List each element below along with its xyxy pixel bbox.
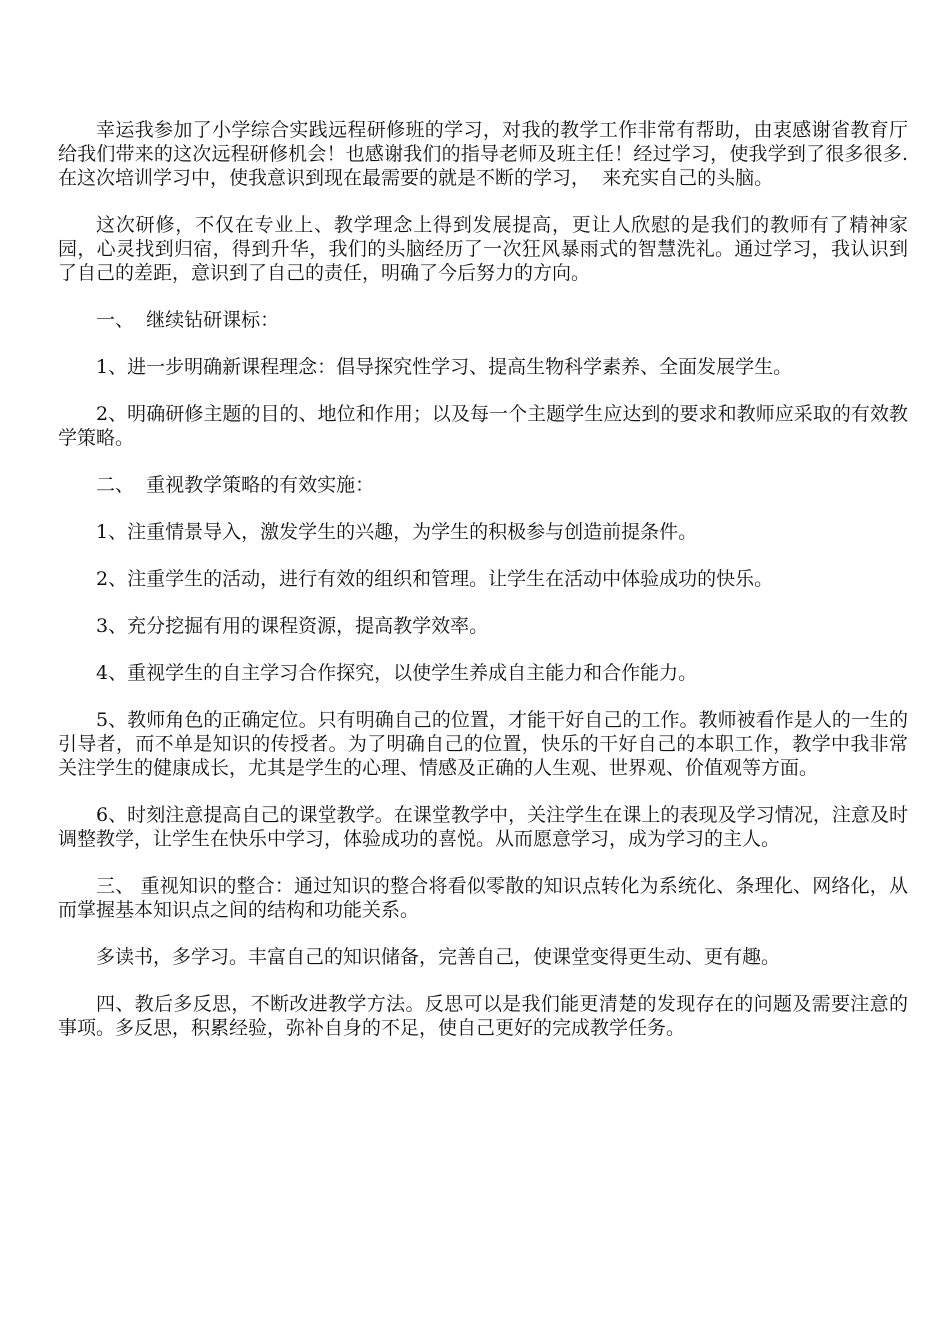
- section-heading-4: 四、教后多反思，不断改进教学方法。反思可以是我们能更清楚的发现存在的问题及需要注意的事项。多反思，积累经验，弥补自身的不足，使自己更好的完成教学任务。: [58, 993, 908, 1039]
- paragraph-reading: 多读书，多学习。丰富自己的知识储备，完善自己，使课堂变得更生动、更有趣。: [96, 946, 781, 968]
- paragraph-intro: 幸运我参加了小学综合实践远程研修班的学习，对我的教学工作非常有帮助，由衷感谢省教育厅给我们带来的这次远程研修机会！也感谢我们的指导老师及班主任！经过学习，使我学到了很多很多.在这次培训学习中，使我意识到现在最需要的就是不断的学习， 来充实自己的头脑。: [58, 119, 908, 189]
- paragraph-reflection: 这次研修，不仅在专业上、教学理念上得到发展提高，更让人欣慰的是我们的教师有了精神家园，心灵找到归宿，得到升华，我们的头脑经历了一次狂风暴雨式的智慧洗礼。通过学习，我认识到了自己的差距，意识到了自己的责任，明确了今后努力的方向。: [58, 214, 908, 284]
- list-item: 1、进一步明确新课程理念：倡导探究性学习、提高生物科学素养、全面发展学生。: [96, 356, 793, 378]
- list-item: 1、注重情景导入，激发学生的兴趣，为学生的积极参与创造前提条件。: [96, 521, 698, 543]
- section-heading-2: 二、 重视教学策略的有效实施：: [96, 474, 375, 496]
- list-item: 3、充分挖掘有用的课程资源，提高教学效率。: [96, 615, 489, 637]
- document-body: [58, 118, 908, 1063]
- list-item: 6、时刻注意提高自己的课堂教学。在课堂教学中，关注学生在课上的表现及学习情况，注意及时调整教学，让学生在快乐中学习，体验成功的喜悦。从而愿意学习，成为学习的主人。: [58, 804, 908, 850]
- section-heading-1: 一、 继续钻研课标：: [96, 309, 280, 331]
- list-item: 2、注重学生的活动，进行有效的组织和管理。让学生在活动中体验成功的快乐。: [96, 568, 774, 590]
- section-heading-3: 三、 重视知识的整合：通过知识的整合将看似零散的知识点转化为系统化、条理化、网络化，从而掌握基本知识点之间的结构和功能关系。: [58, 875, 908, 921]
- list-item: 2、明确研修主题的目的、地位和作用；以及每一个主题学生应达到的要求和教师应采取的有效教学策略。: [58, 403, 908, 449]
- list-item: 4、重视学生的自主学习合作探究，以使学生养成自主能力和合作能力。: [96, 662, 698, 684]
- list-item: 5、教师角色的正确定位。只有明确自己的位置，才能干好自己的工作。教师被看作是人的一生的引导者，而不单是知识的传授者。为了明确自己的位置，快乐的干好自己的本职工作，教学中我非常关注学生的健康成长，尤其是学生的心理、情感及正确的人生观、世界观、价值观等方面。: [58, 709, 908, 779]
